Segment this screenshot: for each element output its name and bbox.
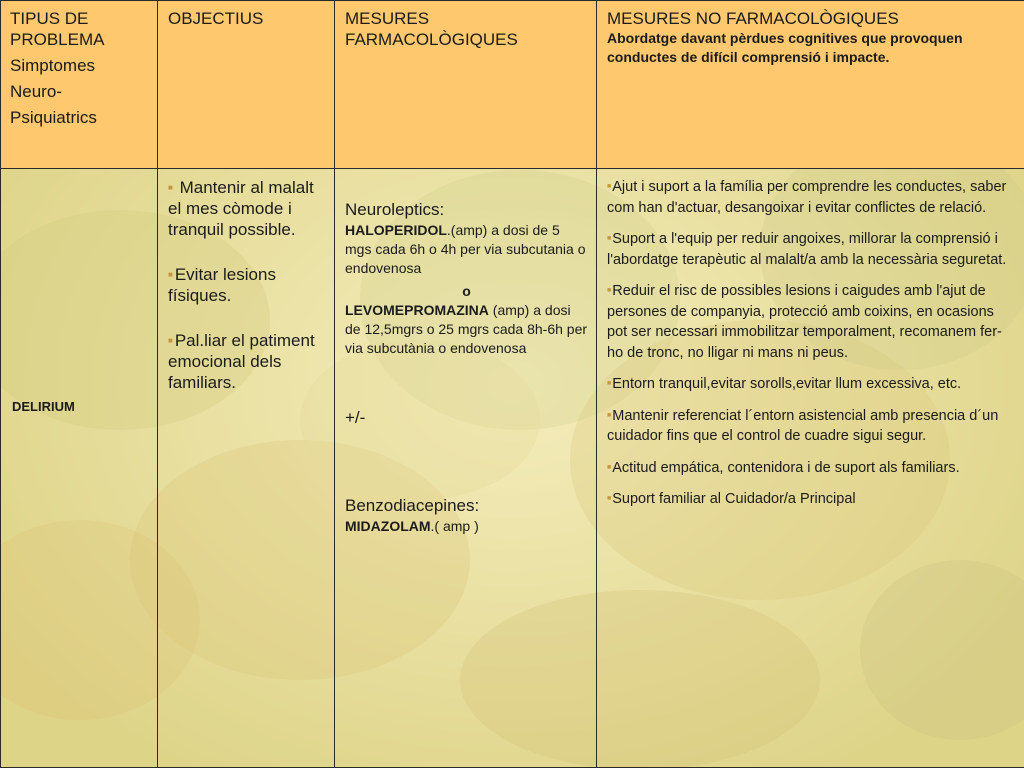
header-non-pharmacological (597, 1, 1024, 169)
measure-item (607, 281, 1016, 363)
measure-text: Suport a l'equip per reduir angoixes, millorar la comprensió i l'abordatge terapèutic al malalt/a amb la necessària seguretat. (607, 231, 1007, 268)
header-pharmacological-label: MESURES FARMACOLÒGIQUES (345, 9, 518, 49)
pharmacological-cell (335, 169, 597, 768)
non-pharmacological-cell (597, 169, 1024, 768)
measure-text: Reduir el risc de possibles lesions i caigudes amb l'ajut de persones de companyia, protecció amb coixins, en ocasions pot ser necessari immobilitzar temporalment, recomanem fer-ho de tronc, no lligar ni mans ni peus. (607, 283, 1002, 361)
levomepromazina-name: LEVOMEPROMAZINA (345, 302, 489, 318)
measure-text: Actitud empática, contenidora i de suport als familiars. (612, 459, 960, 476)
measure-item (607, 489, 1016, 510)
measure-item (607, 229, 1016, 270)
bullet-square-icon: ■ (607, 463, 612, 471)
bullet-square-icon: ■ (168, 183, 173, 192)
header-non-pharmacological-subtitle: Abordatge davant pèrdues cognitives que provoquen conductes de difícil comprensió i impacte. (607, 30, 963, 65)
measure-item (607, 458, 1016, 479)
bullet-square-icon: ■ (607, 183, 612, 190)
measure-item (607, 406, 1016, 447)
header-objectives (158, 1, 335, 169)
bullet-square-icon: ■ (607, 411, 612, 419)
bullet-square-icon: ■ (168, 336, 173, 345)
bullet-square-icon: ■ (607, 495, 612, 502)
midazolam-dosage (345, 517, 588, 536)
levomepromazina-text: (amp) a dosi de 12,5mgrs o 25 mgrs cada 8h-6h per via subcutània o endovenosa (345, 302, 588, 356)
midazolam-name: MIDAZOLAM (345, 518, 431, 534)
header-problem-type (1, 1, 158, 169)
bullet-square-icon: ■ (168, 270, 173, 279)
measure-item (607, 177, 1016, 218)
table-header-row (1, 1, 1024, 169)
benzodiazepines-title: Benzodiacepines: (345, 496, 480, 515)
objective-text: Evitar lesions físiques. (168, 265, 276, 305)
header-objectives-label: OBJECTIUS (168, 9, 264, 28)
header-problem-type-line: Neuro- (10, 82, 62, 101)
midazolam-text: .( amp ) (430, 518, 479, 534)
objective-text: Pal.liar el patiment emocional dels familiars. (168, 331, 315, 392)
objective-item (168, 264, 326, 306)
neuroleptics-title: Neuroleptics: (345, 200, 445, 219)
levomepromazina-dosage (345, 301, 588, 358)
header-problem-type-line: Simptomes (10, 56, 96, 75)
measure-text: Suport familiar al Cuidador/a Principal (612, 491, 856, 507)
haloperidol-name: HALOPERIDOL (345, 222, 447, 238)
header-pharmacological (335, 1, 597, 169)
plus-minus-label: +/- (345, 408, 366, 427)
bullet-square-icon: ■ (607, 235, 612, 242)
bullet-square-icon: ■ (607, 287, 612, 294)
header-non-pharmacological-label: MESURES NO FARMACOLÒGIQUES (607, 9, 899, 28)
objective-item (168, 177, 326, 240)
measure-item (607, 374, 1016, 395)
objective-text: Mantenir al malalt el mes còmode i tranquil possible. (168, 178, 314, 239)
bullet-square-icon: ■ (607, 380, 612, 387)
objective-item (168, 330, 326, 393)
haloperidol-text: .(amp) a dosi de 5 mgs cada 6h o 4h per via subcutania o endovenosa (345, 222, 586, 276)
measure-text: Entorn tranquil,evitar sorolls,evitar llum excessiva, etc. (612, 376, 962, 392)
table-row-delirium (1, 169, 1024, 768)
measure-text: Mantenir referenciat l´entorn asistencial amb presencia d´un cuidador fins que el control de cuadre sigui segur. (607, 407, 999, 444)
or-label: o (462, 283, 471, 299)
problem-cell (1, 169, 158, 768)
objectives-cell (158, 169, 335, 768)
measure-text: Ajut i suport a la família per comprendre les conductes, saber com han d'actuar, desangoixar i evitar conflictes de relació. (607, 179, 1007, 216)
haloperidol-dosage (345, 221, 588, 278)
header-problem-type-line: TIPUS DE PROBLEMA (10, 9, 105, 49)
problem-label: DELIRIUM (12, 399, 75, 414)
header-problem-type-line: Psiquiatrics (10, 108, 97, 127)
